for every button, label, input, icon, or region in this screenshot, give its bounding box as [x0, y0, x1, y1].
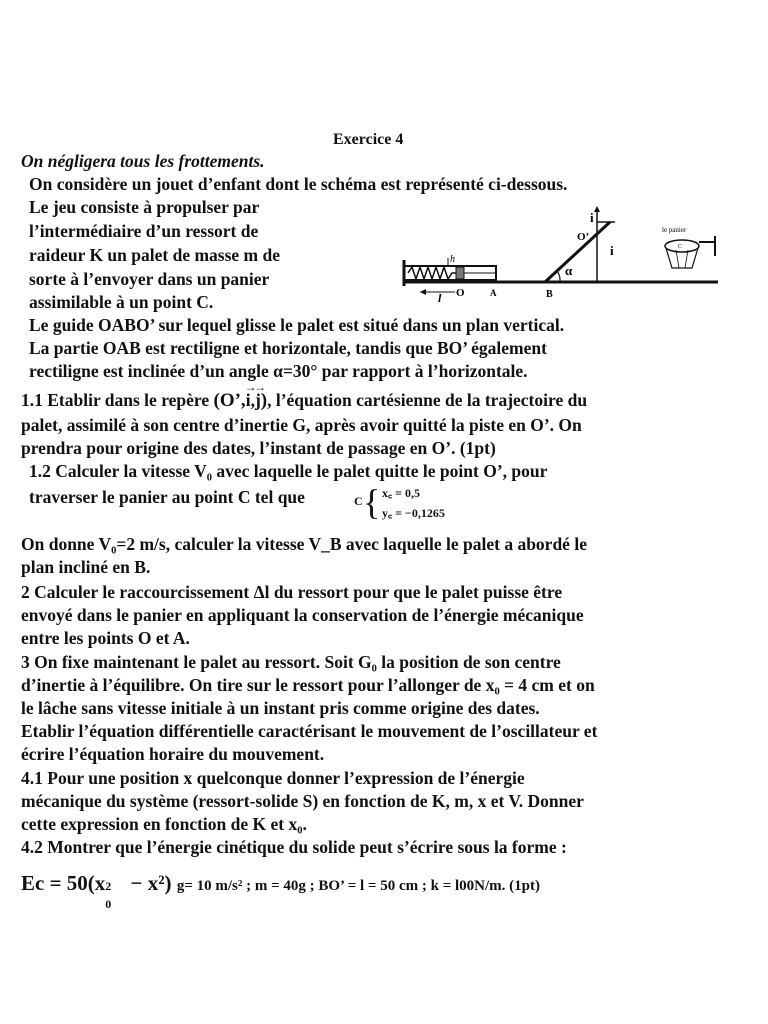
question-3-line-2: d’inertie à l’équilibre. On tire sur le ressort pour l’allonger de x₀ = 4 cm et on	[21, 675, 595, 695]
question-4-1-line-3: cette expression en fonction de K et x₀.	[21, 814, 307, 834]
question-4-1-line-1: 4.1 Pour une position x quelconque donner l’expression de l’énergie	[21, 768, 525, 788]
puck	[456, 267, 464, 279]
text-line-5: sorte à l’envoyer dans un panier	[29, 269, 270, 289]
intro-line: On négligera tous les frottements.	[21, 151, 265, 171]
question-3-line-1: 3 On fixe maintenant le palet au ressort. Soit G₀ la position de son centre	[21, 652, 561, 672]
question-1-2-line-1: 1.2 Calculer la vitesse V₀ avec laquelle le palet quitte le point O’, pour	[29, 461, 548, 481]
text-line-9: rectiligne est inclinée d’un angle α=30° par rapport à l’horizontale.	[29, 361, 528, 381]
label-alpha: α	[565, 263, 573, 278]
question-1-1-line-3: prendra pour origine des dates, l’instant de passage en O’. (1pt)	[21, 438, 496, 458]
vector-j: → j	[255, 389, 261, 411]
question-3-line-5: écrire l’équation horaire du mouvement.	[21, 744, 325, 764]
label-a: A	[490, 288, 497, 298]
question-1-2-line-2: traverser le panier au point C tel que	[29, 487, 305, 507]
label-b: B	[546, 289, 553, 300]
question-2-line-1: 2 Calculer le raccourcissement Δl du ressort pour que le palet puisse être	[21, 582, 563, 602]
question-1-1-line-1: 1.1 Etablir dans le repère (O’,→ i,→ j), l’équation cartésienne de la trajectoire du	[21, 389, 587, 412]
exercise-title: Exercice 4	[333, 131, 404, 148]
question-1-3-line-2: plan incliné en B.	[21, 557, 151, 577]
label-h: h	[450, 254, 455, 265]
text-line-8: La partie OAB est rectiligne et horizontale, tandis que BO’ également	[29, 338, 547, 358]
question-2-line-3: entre les points O et A.	[21, 628, 190, 648]
yc-value: y꜀ = −0,1265	[382, 506, 445, 520]
question-2-line-2: envoyé dans le panier en appliquant la conservation de l’énergie mécanique	[21, 605, 584, 625]
point-c-coordinates: C { x꜀ = 0,5 y꜀ = −0,1265	[354, 482, 445, 522]
question-1-1-line-2: palet, assimilé à son centre d’inertie G, après avoir quitté la piste en O’. On	[21, 415, 582, 435]
given-data: g= 10 m/s² ; m = 40g ; BO’ = l = 50 cm ; k = l00N/m. (1pt)	[176, 878, 540, 894]
question-4-2-line-1: 4.2 Montrer que l’énergie cinétique du solide peut s’écrire sous la forme :	[21, 837, 567, 857]
label-basket: le panier	[662, 226, 687, 234]
label-c: C	[678, 244, 683, 250]
text-line-4: raideur K un palet de masse m de	[29, 245, 280, 265]
question-3-line-4: Etablir l’équation différentielle caractérisant le mouvement de l’oscillateur et	[21, 721, 598, 741]
xc-value: x꜀ = 0,5	[382, 486, 420, 500]
label-l: l	[438, 291, 442, 305]
kinetic-energy-formula: Ec = 50(x 2 0 − x²) g= 10 m/s² ; m = 40g ; BO’ = l = 50 cm ; k = l00N/m. (1pt)	[21, 871, 540, 911]
question-1-3-line-1: On donne V₀=2 m/s, calculer la vitesse V_B avec laquelle le palet a abordé le	[21, 534, 587, 554]
label-o: O	[456, 287, 465, 299]
label-j: i	[590, 210, 594, 225]
spring	[408, 267, 456, 279]
question-4-1-line-2: mécanique du système (ressort-solide S) en fonction de K, m, x et V. Donner	[21, 791, 584, 811]
text-line-3: l’intermédiaire d’un ressort de	[29, 221, 259, 241]
label-i: i	[610, 243, 614, 258]
text-line-6: assimilable à un point C.	[29, 292, 214, 312]
vector-i: → i	[246, 389, 251, 411]
label-o-prime: O’	[577, 231, 590, 243]
question-3-line-3: le lâche sans vitesse initiale à un instant pris comme origine des dates.	[21, 698, 540, 718]
text-line-1: On considère un jouet d’enfant dont le schéma est représenté ci-dessous.	[29, 174, 568, 194]
angle-arc	[557, 271, 560, 282]
toy-diagram	[400, 200, 730, 310]
text-line-7: Le guide OABO’ sur lequel glisse le palet est situé dans un plan vertical.	[29, 315, 565, 335]
text-line-2: Le jeu consiste à propulser par	[29, 197, 260, 217]
